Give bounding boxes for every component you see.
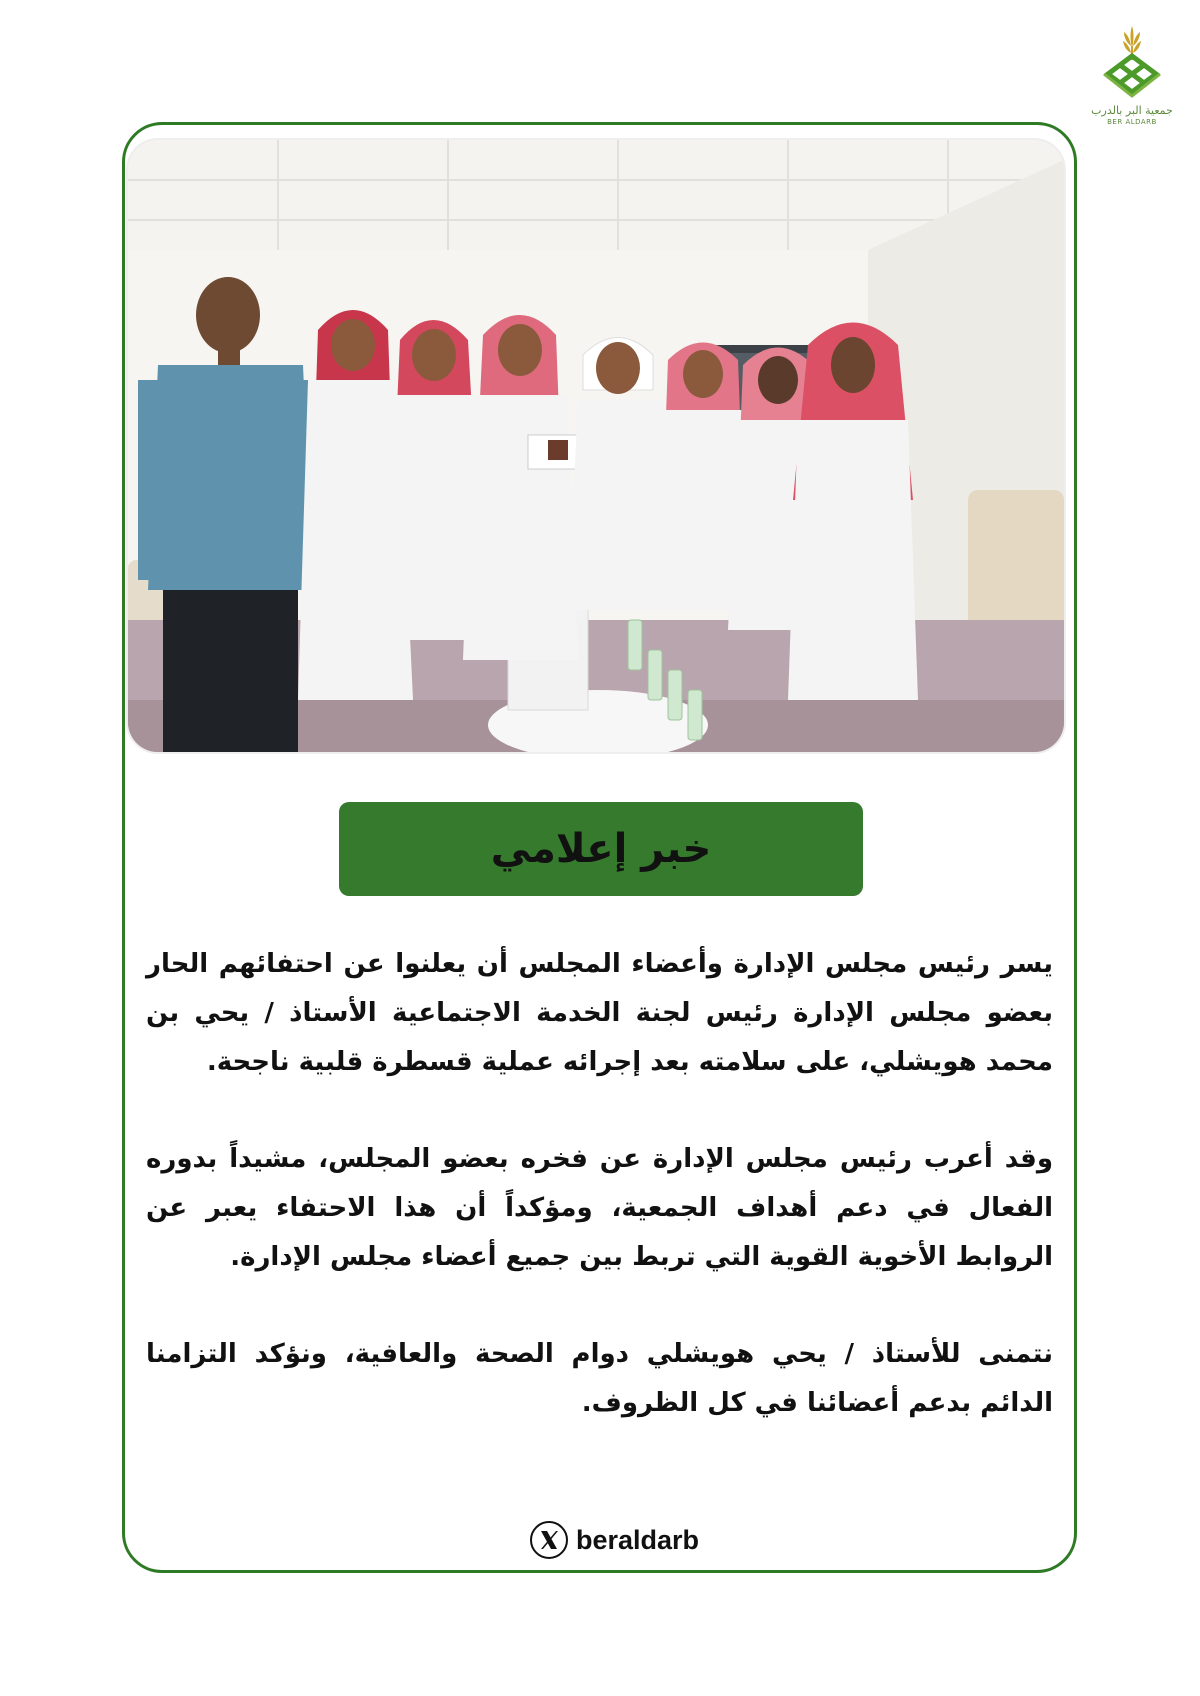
group-photo: [128, 140, 1064, 752]
logo-arabic-name: جمعية البر بالدرب: [1091, 104, 1173, 117]
wheat-logo-icon: [1090, 22, 1174, 102]
social-handle-text[interactable]: beraldarb: [576, 1524, 700, 1555]
paragraph-1: يسر رئيس مجلس الإدارة وأعضاء المجلس أن يعلنوا عن احتفائهم الحار بعضو مجلس الإدارة رئيس لجنة الخدمة الاجتماعية الأستاذ / يحي بن محمد هويشلي، على سلامته بعد إجرائه عملية قسطرة قلبية ناجحة.: [146, 949, 1053, 1077]
paragraph-3: نتمنى للأستاذ / يحي هويشلي دوام الصحة والعافية، ونؤكد التزامنا الدائم بدعم أعضائنا في كل الظروف.: [146, 1339, 1053, 1418]
group-photo-image: [128, 140, 1064, 752]
social-handle: [530, 1518, 699, 1562]
logo-english-name: BER ALDARB: [1107, 118, 1157, 126]
headline-title: خبر إعلامي: [490, 826, 712, 872]
news-body: [146, 940, 1053, 1476]
paragraph-2: وقد أعرب رئيس مجلس الإدارة عن فخره بعضو المجلس، مشيداً بدوره الفعال في دعم أهداف الجمعية، ومؤكداً أن هذا الاحتفاء يعبر عن الروابط الأخوية القوية التي تربط بين جميع أعضاء مجلس الإدارة.: [146, 1144, 1053, 1272]
x-logo-icon: [530, 1521, 568, 1559]
